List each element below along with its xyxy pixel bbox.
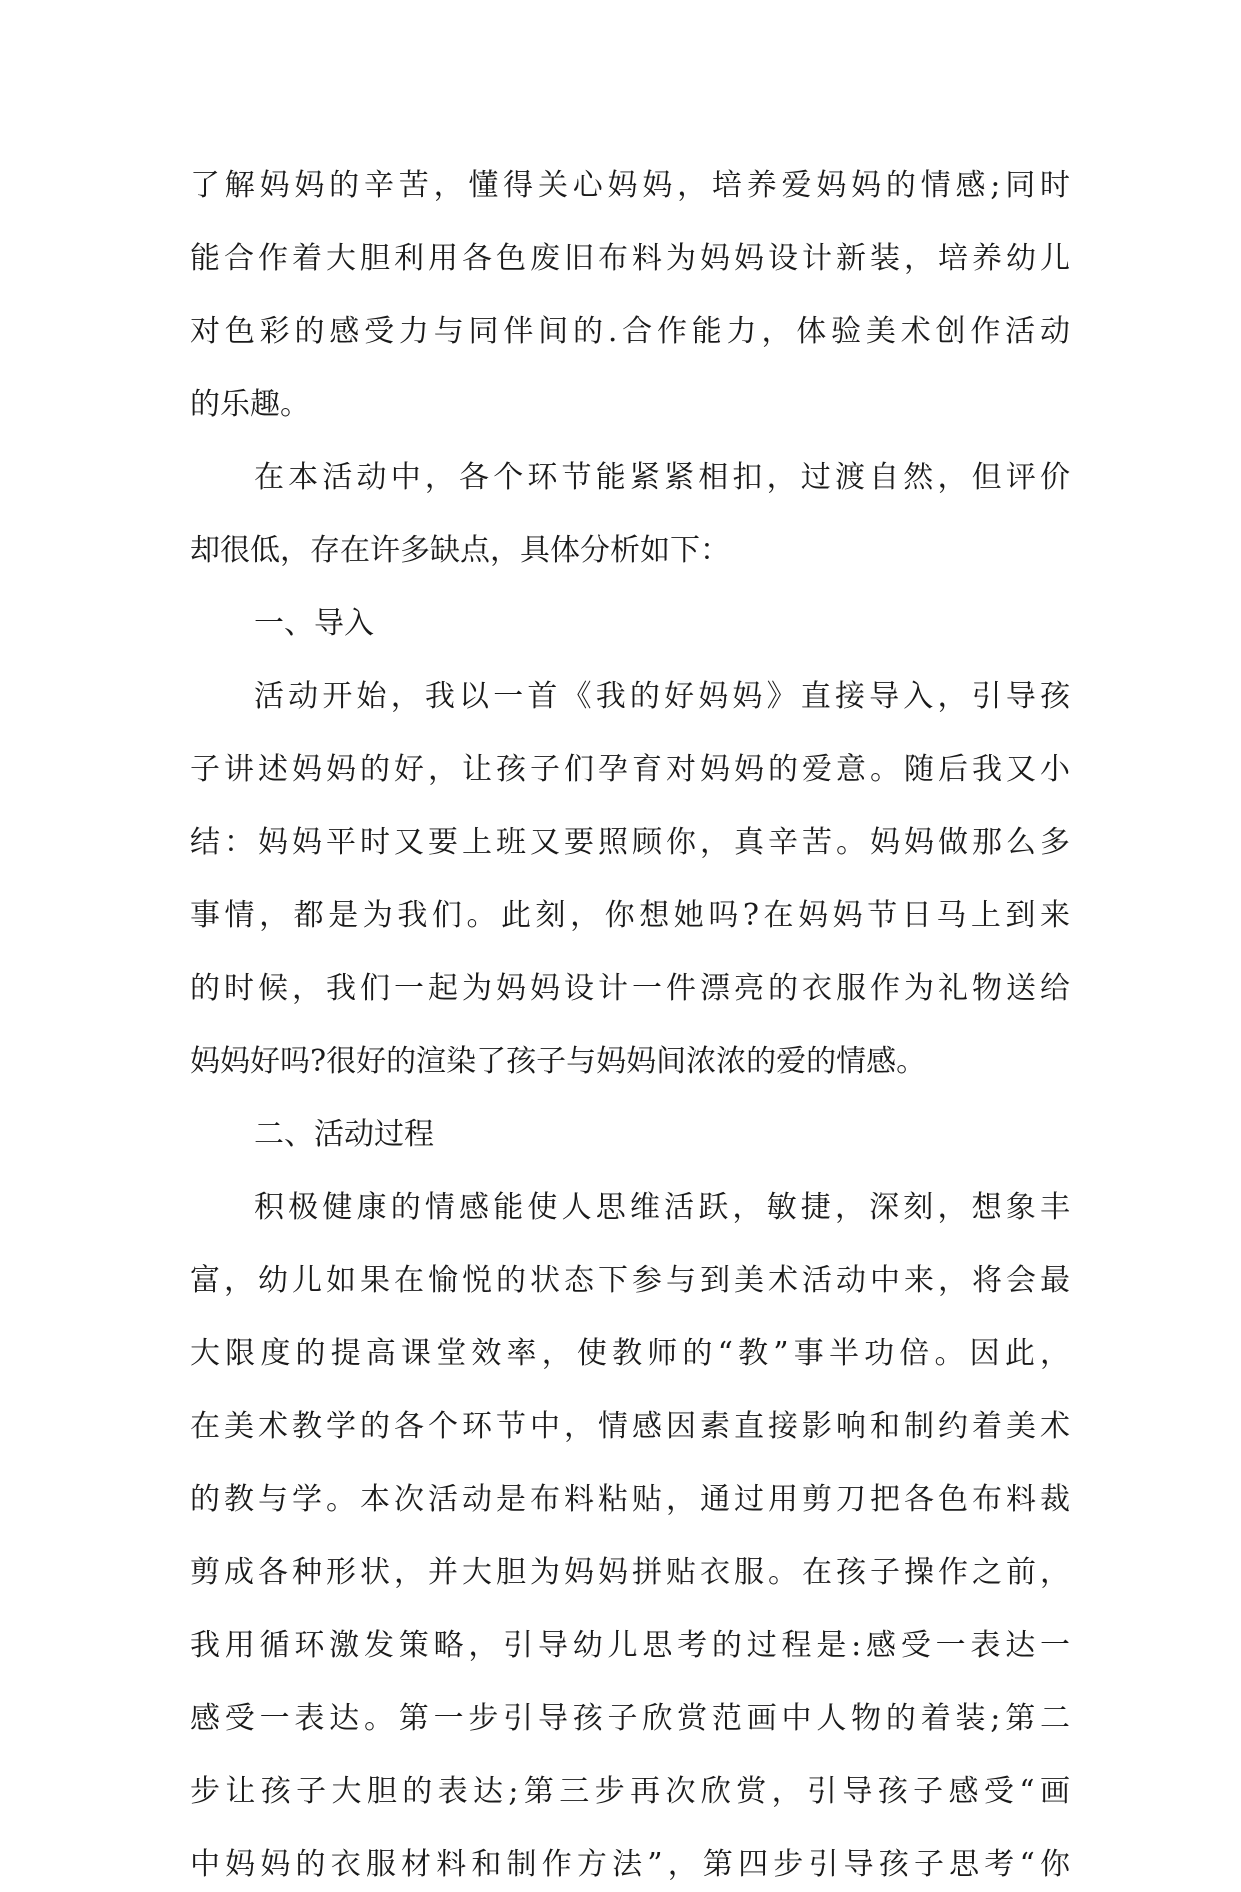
text-line: 却很低，存在许多缺点，具体分析如下： (190, 533, 730, 568)
text-line: 能合作着大胆利用各色废旧布料为妈妈设计新装，培养幼儿 (190, 241, 1070, 276)
text-line: 妈妈好吗?很好的渲染了孩子与妈妈间浓浓的爱的情感。 (190, 1044, 927, 1079)
section-heading: 一、导入 (254, 606, 374, 641)
document-body (190, 159, 1070, 1892)
text-line: 步让孩子大胆的表达;第三步再次欣赏，引导孩子感受“画 (190, 1774, 1070, 1809)
text-line: 事情，都是为我们。此刻，你想她吗?在妈妈节日马上到来 (190, 898, 1070, 933)
section-heading: 二、活动过程 (254, 1117, 434, 1152)
text-line: 感受一表达。第一步引导孩子欣赏范画中人物的着装;第二 (190, 1701, 1070, 1736)
text-line: 在本活动中，各个环节能紧紧相扣，过渡自然，但评价 (254, 460, 1070, 495)
text-line: 的教与学。本次活动是布料粘贴，通过用剪刀把各色布料裁 (190, 1482, 1070, 1517)
paragraph (190, 451, 1070, 578)
paragraph (190, 1181, 1070, 1892)
text-line: 了解妈妈的辛苦，懂得关心妈妈，培养爱妈妈的情感;同时 (190, 168, 1070, 203)
text-line: 结：妈妈平时又要上班又要照顾你，真辛苦。妈妈做那么多 (190, 825, 1070, 860)
text-line: 在美术教学的各个环节中，情感因素直接影响和制约着美术 (190, 1409, 1070, 1444)
text-line: 活动开始，我以一首《我的好妈妈》直接导入，引导孩 (254, 679, 1070, 714)
text-line: 我用循环激发策略，引导幼儿思考的过程是:感受一表达一 (190, 1628, 1070, 1663)
text-line: 剪成各种形状，并大胆为妈妈拼贴衣服。在孩子操作之前， (190, 1555, 1070, 1590)
paragraph (190, 670, 1070, 1089)
paragraph (190, 159, 1070, 432)
text-line: 富，幼儿如果在愉悦的状态下参与到美术活动中来，将会最 (190, 1263, 1070, 1298)
text-line: 积极健康的情感能使人思维活跃，敏捷，深刻，想象丰 (254, 1190, 1070, 1225)
text-line: 大限度的提高课堂效率，使教师的“教”事半功倍。因此， (190, 1336, 1070, 1371)
text-line: 中妈妈的衣服材料和制作方法”，第四步引导孩子思考“你 (190, 1847, 1070, 1882)
text-line: 对色彩的感受力与同伴间的.合作能力，体验美术创作活动 (190, 314, 1070, 349)
text-line: 的时候，我们一起为妈妈设计一件漂亮的衣服作为礼物送给 (190, 971, 1070, 1006)
text-line: 的乐趣。 (190, 387, 310, 422)
text-line: 子讲述妈妈的好，让孩子们孕育对妈妈的爱意。随后我又小 (190, 752, 1070, 787)
